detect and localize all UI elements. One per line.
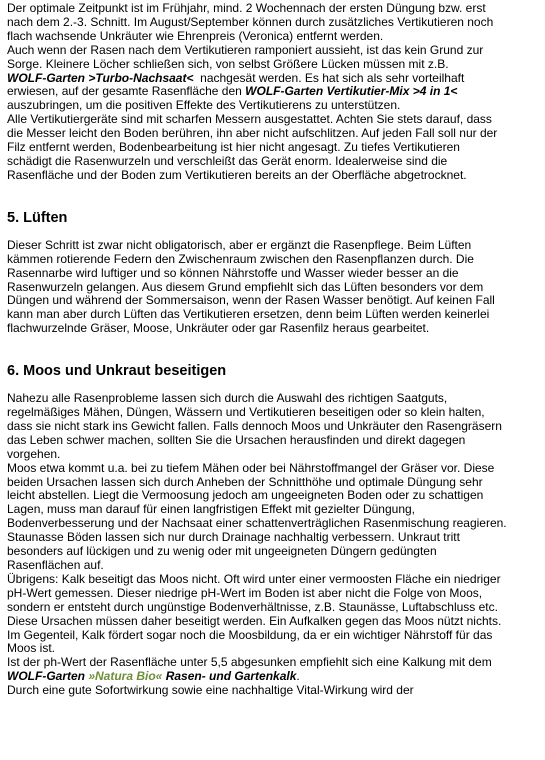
- text-span: erwiesen, auf der gesamte Rasenfläche den: [7, 84, 246, 99]
- text-line: Lagen, muss man darauf für einen langfristigen Effekt mit gezielter Düngung,: [7, 502, 416, 517]
- text-line: Rasennarbe wird luftiger und so können Nährstoffe und Wasser wieder besser an die: [7, 265, 459, 280]
- text-line: Im Gegenteil, Kalk fördert sogar noch die Moosbildung, da er ein wichtiger Nährstoff für das: [7, 627, 493, 642]
- text-line: Rasenfläche und der Boden zum Vertikutieren bereits an der Oberfläche abgetrocknet.: [7, 167, 467, 182]
- section-heading-moos: 6. Moos und Unkraut beseitigen: [7, 363, 227, 380]
- text-line: flachwurzelnde Gräser, Moose, Unkräuter oder gar Rasenfilz heraus gearbeitet.: [7, 321, 430, 336]
- brand-name: WOLF-Garten: [7, 669, 85, 684]
- text-line: vorgehen.: [7, 446, 61, 461]
- text-line: leicht abstellen. Liegt die Vermoosung jedoch am ungeeigneten Boden oder zu schattigen: [7, 488, 484, 503]
- text-line: pH-Wert gemessen. Dieser niedrige pH-Wert im Boden ist aber nicht die Folge von Moos,: [7, 585, 483, 600]
- text-line: auszubringen, um die positiven Effekte des Vertikutierens zu unterstützen.: [7, 98, 401, 113]
- text-line: Sorge. Kleinere Löcher schließen sich, von selbst Größere Lücken müssen mit z.B.: [7, 56, 449, 71]
- text-line: Filz entfernt werden, Bodenbearbeitung ist hier nicht angesagt. Zu tiefes Vertikutieren: [7, 140, 460, 155]
- text-line: Diese Ursachen müssen daher beseitigt werden. Ein Aufkalken gegen das Moos nützt nichts.: [7, 613, 502, 628]
- text-line: nach dem 2.-3. Schnitt. Im August/September können durch zusätzliches Vertikutieren noch: [7, 14, 494, 29]
- text-line: Ist der ph-Wert der Rasenfläche unter 5,5 abgesunken empfiehlt sich eine Kalkung mit dem: [7, 655, 492, 670]
- lueften-paragraph: [7, 239, 539, 336]
- text-line: Düngen und während der Sommersaison, wenn der Rasen Wasser benötigt. Auf keinen Fall: [7, 293, 495, 308]
- text-line: Der optimale Zeitpunkt ist im Frühjahr, mind. 2 Wochennach der ersten Düngung bzw. erst: [7, 1, 486, 15]
- text-line: Moos ist.: [7, 641, 56, 656]
- text-line: [7, 670, 539, 684]
- text-line: besonders auf lückigen und zu wenig oder mit ungeeigneten Düngern gedüngten: [7, 544, 437, 559]
- text-line: kämmen rotierende Federn den Zwischenraum zwischen den Rasenpflanzen durch. Die: [7, 251, 474, 266]
- text-line: Alle Vertikutiergeräte sind mit scharfen Messern ausgestattet. Achten Sie stets darauf, dass: [7, 112, 492, 127]
- text-line: schädigt die Rasenwurzeln und verschleißt das Gerät enorm. Idealerweise sind die: [7, 153, 448, 168]
- text-line: regelmäßiges Mähen, Düngen, Wässern und Vertikutieren beseitigen oder so klein halten,: [7, 405, 485, 420]
- text-line: Rasenwurzeln gelangen. Aus diesem Grund empfiehlt sich das Lüften besonders vor dem: [7, 279, 484, 294]
- text-line: Dieser Schritt ist zwar nicht obligatorisch, aber er ergänzt die Rasenpflege. Beim Lüften: [7, 237, 472, 252]
- text-span: nachgesät werden. Es hat sich als sehr vorteilhaft: [193, 70, 465, 85]
- text-line: dass sie nicht stark ins Gewicht fallen. Falls dennoch Moos und Unkräuter den Rasengräsern: [7, 418, 502, 433]
- text-line: sondern er entsteht durch ungünstige Bodenverhältnisse, z.B. Staunässe, Luftabschluss etc.: [7, 599, 498, 614]
- text-line: [7, 85, 539, 99]
- text-line: Übrigens: Kalk beseitigt das Moos nicht. Oft wird unter einer vermoosten Fläche ein niedriger: [7, 571, 501, 586]
- product-name: Rasen- und Gartenkalk: [165, 669, 297, 684]
- text-line: Bodenverbesserung und der Nachsaat einer schattenverträglichen Rasenmischung reagieren.: [7, 516, 507, 531]
- text-line: [7, 72, 539, 86]
- text-line: Moos etwa kommt u.a. bei zu tiefem Mähen oder bei Nährstoffmangel der Gräser vor. Diese: [7, 460, 495, 475]
- text-line: Auch wenn der Rasen nach dem Vertikutieren ramponiert aussieht, ist das kein Grund zur: [7, 42, 484, 57]
- product-name: WOLF-Garten >Turbo-Nachsaat<: [7, 70, 194, 85]
- product-name-green: »Natura Bio«: [85, 669, 166, 684]
- moos-paragraph: [7, 392, 539, 698]
- document-page: [7, 2, 539, 698]
- text-line: Durch eine gute Sofortwirkung sowie eine nachhaltige Vital-Wirkung wird der: [7, 683, 414, 698]
- text-line: flach wachsende Unkräuter wie Ehrenpreis (Veronica) entfernt werden.: [7, 28, 384, 43]
- text-line: Nahezu alle Rasenprobleme lassen sich durch die Auswahl des richtigen Saatguts,: [7, 391, 448, 406]
- text-line: kann man aber durch Lüften das Vertikutieren ersetzen, denn beim Lüften werden keinerlei: [7, 307, 490, 322]
- text-span: .: [296, 669, 300, 684]
- product-name: WOLF-Garten Vertikutier-Mix >4 in 1<: [245, 84, 458, 99]
- text-line: Rasenflächen auf.: [7, 558, 104, 572]
- text-line: Staunasse Böden lassen sich nur durch Drainage nachhaltig verbessern. Unkraut tritt: [7, 530, 460, 545]
- text-line: die Messer leicht den Boden berühren, ihn aber nicht aufschlitzen. Auf jeden Fall soll nur der: [7, 126, 498, 141]
- section-heading-lueften: 5. Lüften: [7, 209, 68, 226]
- text-line: das Leben schwer machen, sollten Sie die Ursachen herausfinden und direkt dagegen: [7, 432, 466, 447]
- intro-paragraph: [7, 2, 539, 183]
- text-line: beiden Ursachen lassen sich durch Anheben der Schnitthöhe und optimale Düngung sehr: [7, 474, 483, 489]
